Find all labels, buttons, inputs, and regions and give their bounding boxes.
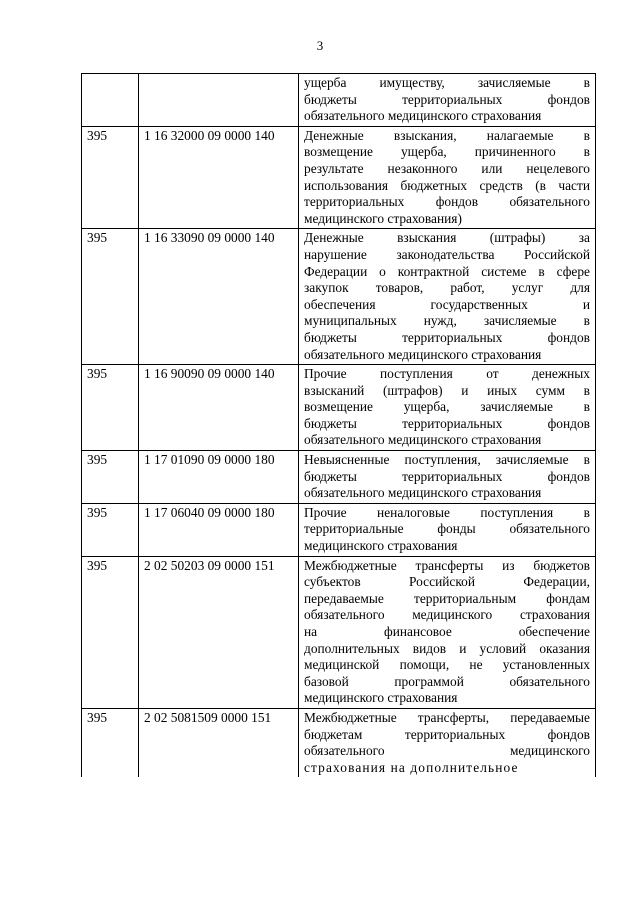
table-body bbox=[82, 74, 596, 778]
admin-code-cell: 395 bbox=[82, 708, 139, 777]
budget-code-cell: 1 16 32000 09 0000 140 bbox=[139, 126, 299, 229]
admin-code-cell: 395 bbox=[82, 556, 139, 708]
budget-code-cell: 1 16 33090 09 0000 140 bbox=[139, 229, 299, 365]
budget-code-cell bbox=[139, 74, 299, 127]
description-line: на финансовое обеспечение bbox=[304, 624, 590, 639]
description-line: Невыясненные поступления, зачисляемые в bbox=[304, 452, 590, 468]
table-row bbox=[82, 708, 596, 777]
admin-code-cell: 395 bbox=[82, 229, 139, 365]
revenue-description-cell bbox=[299, 74, 596, 127]
budget-code-cell: 1 17 01090 09 0000 180 bbox=[139, 451, 299, 504]
description-line: обеспечения государственных и bbox=[304, 296, 590, 312]
admin-code-cell: 395 bbox=[82, 503, 139, 556]
table-row bbox=[82, 556, 596, 708]
description-line: возмещение ущерба, зачисляемые в bbox=[304, 399, 590, 415]
description-line: медицинского страхования) bbox=[304, 210, 462, 226]
description-line: обязательного медицинского страхования bbox=[304, 607, 590, 623]
revenue-description-cell bbox=[299, 451, 596, 504]
description-line: использования бюджетных средств (в части bbox=[304, 177, 590, 193]
description-line: дополнительных видов и условий оказания bbox=[304, 640, 590, 656]
admin-code-cell: 395 bbox=[82, 126, 139, 229]
budget-code-cell: 2 02 5081509 0000 151 bbox=[139, 708, 299, 777]
description-line: передаваемые территориальным фондам bbox=[304, 590, 590, 606]
description-line: Прочие неналоговые поступления в bbox=[304, 504, 590, 520]
description-line: муниципальных нужд, зачисляемые в bbox=[304, 313, 590, 329]
revenue-description-cell bbox=[299, 126, 596, 229]
description-line: обязательного медицинского страхования bbox=[304, 108, 542, 124]
description-line: субъектов Российской Федерации, bbox=[304, 574, 590, 590]
description-line: взысканий (штрафов) и иных сумм в bbox=[304, 382, 590, 398]
budget-code-cell: 1 16 90090 09 0000 140 bbox=[139, 365, 299, 451]
table-row bbox=[82, 503, 596, 556]
description-line: бюджеты территориальных фондов bbox=[304, 415, 590, 431]
description-line: бюджеты территориальных фондов bbox=[304, 468, 590, 484]
table-row bbox=[82, 229, 596, 365]
description-line: страхования на дополнительное bbox=[304, 759, 519, 775]
description-line: территориальные фонды обязательного bbox=[304, 521, 590, 537]
description-line: возмещение ущерба, причиненного в bbox=[304, 144, 590, 160]
description-line: территориальных фондов обязательного bbox=[304, 194, 590, 210]
revenue-description-cell bbox=[299, 503, 596, 556]
description-line: Денежные взыскания (штрафы) за bbox=[304, 230, 590, 246]
description-line: обязательного медицинского страхования bbox=[304, 432, 542, 448]
revenue-description-cell bbox=[299, 365, 596, 451]
revenue-description-cell bbox=[299, 229, 596, 365]
description-line: Межбюджетные трансферты, передаваемые bbox=[304, 709, 590, 725]
description-line: Денежные взыскания, налагаемые в bbox=[304, 127, 590, 143]
table-row bbox=[82, 126, 596, 229]
description-line: обязательного медицинского страхования bbox=[304, 485, 542, 501]
description-line: ущерба имуществу, зачисляемые в bbox=[304, 75, 590, 90]
description-line: закупок товаров, работ, услуг для bbox=[304, 280, 590, 296]
revenue-description-cell bbox=[299, 708, 596, 777]
description-line: медицинского страхования bbox=[304, 690, 458, 706]
table-row bbox=[82, 74, 596, 127]
budget-code-cell: 2 02 50203 09 0000 151 bbox=[139, 556, 299, 708]
budget-classification-table bbox=[81, 73, 596, 777]
description-line: Межбюджетные трансферты из бюджетов bbox=[304, 557, 590, 573]
revenue-description-cell bbox=[299, 556, 596, 708]
description-line: Федерации о контрактной системе в сфере bbox=[304, 263, 590, 279]
admin-code-cell bbox=[82, 74, 139, 127]
description-line: бюджеты территориальных фондов bbox=[304, 329, 590, 345]
description-line: результате незаконного или нецелевого bbox=[304, 160, 590, 176]
description-line: базовой программой обязательного bbox=[304, 673, 590, 689]
description-line: обязательного медицинского страхования bbox=[304, 346, 542, 362]
description-line: медицинской помощи, не установленных bbox=[304, 657, 590, 673]
description-line: обязательного медицинского bbox=[304, 743, 590, 759]
description-line: нарушение законодательства Российской bbox=[304, 246, 590, 262]
description-line: Прочие поступления от денежных bbox=[304, 366, 590, 382]
page-number: 3 bbox=[316, 38, 324, 53]
description-line: бюджетам территориальных фондов bbox=[304, 726, 590, 742]
description-line: бюджеты территориальных фондов bbox=[304, 91, 590, 107]
admin-code-cell: 395 bbox=[82, 365, 139, 451]
table-row bbox=[82, 365, 596, 451]
table-row bbox=[82, 451, 596, 504]
admin-code-cell: 395 bbox=[82, 451, 139, 504]
budget-code-cell: 1 17 06040 09 0000 180 bbox=[139, 503, 299, 556]
description-line: медицинского страхования bbox=[304, 538, 458, 554]
